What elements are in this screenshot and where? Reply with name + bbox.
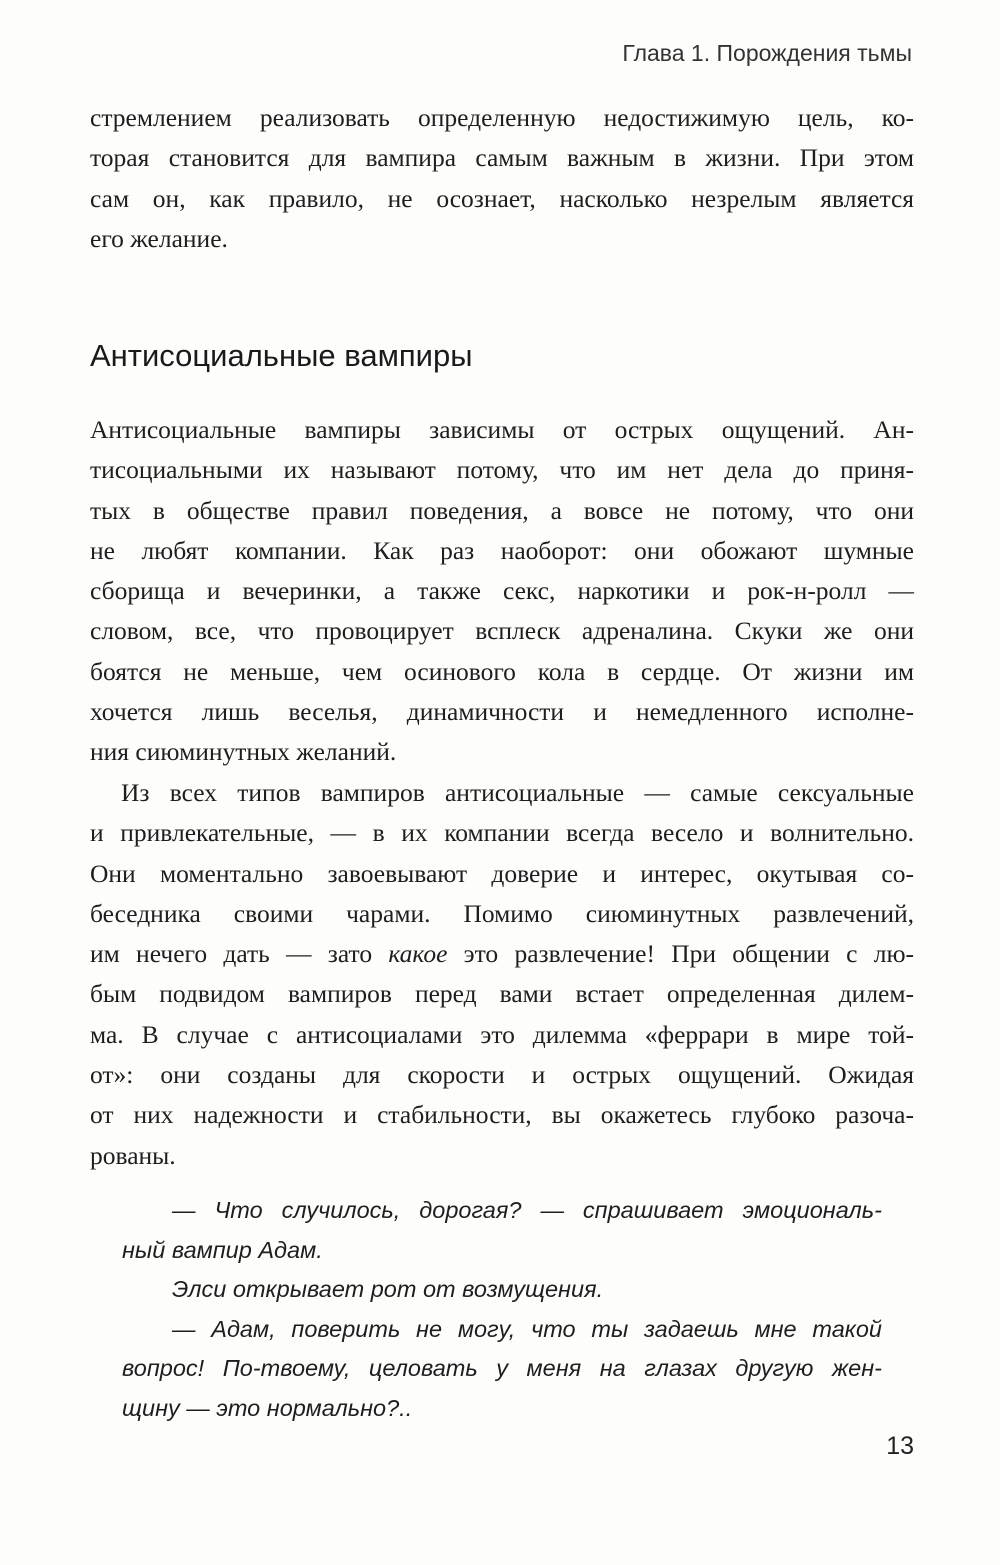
dialogue-block [122,1191,882,1428]
emphasis-word: какое [388,939,448,969]
text-line: бым подвидом вампиров перед вами встает определенная дилем- [90,979,914,1009]
text-line: тисоциальными их называют потому, что им нет дела до приня- [90,455,914,485]
text-line: не любят компании. Как раз наоборот: они обожают шумные [90,535,914,565]
text-line: хочется лишь веселья, динамичности и немедленного исполне- [90,697,914,727]
dialogue-line: ный вампир Адам. [122,1236,323,1263]
text-line: от них надежности и стабильности, вы окажетесь глубоко разоча- [90,1100,914,1130]
text-line: Из всех типов вампиров антисоциальные — самые сексуальные [121,778,914,807]
text-line: рованы. [90,1140,176,1170]
dialogue-line: — Адам, поверить не могу, что ты задаешь мне такой [172,1315,882,1342]
text-line: словом, все, что провоцирует всплеск адреналина. Скуки же они [90,616,914,646]
text-line: стремлением реализовать определенную недостижимую цель, ко- [90,103,914,132]
text-segment: это развлечение! При общении с лю- [447,939,915,969]
text-segment: им нечего дать — зато [90,939,389,969]
text-line: сам он, как правило, не осознает, насколько незрелым является [90,183,914,213]
text-line: боятся не меньше, чем осинового кола в сердце. От жизни им [90,656,914,686]
running-header: Глава 1. Порождения тьмы [622,40,912,66]
text-line: торая становится для вампира самым важным в жизни. При этом [90,143,914,173]
paragraph-1 [90,410,914,773]
text-line: и привлекательные, — в их компании всегда весело и волнительно. [90,818,914,848]
dialogue-line: Элси открывает рот от возмущения. [172,1276,604,1302]
text-line: беседника своими чарами. Помимо сиюминутных развлечений, [90,898,914,928]
dialogue-line: — Что случилось, дорогая? — спрашивает эмоциональ- [172,1197,882,1223]
intro-paragraph [90,98,914,259]
text-line: тых в обществе правил поведения, а вовсе не потому, что они [90,495,914,525]
text-line: его желание. [90,223,228,253]
section-heading: Антисоциальные вампиры [90,338,473,373]
text-line: ма. В случае с антисоциалами это дилемма «феррари в мире той- [90,1019,914,1049]
dialogue-line: вопрос! По-твоему, целовать у меня на глазах другую жен- [122,1355,882,1381]
text-line: Антисоциальные вампиры зависимы от острых ощущений. Ан- [90,415,914,444]
paragraph-2 [90,773,914,1176]
dialogue-line: щину — это нормально?.. [122,1394,413,1421]
text-line: Они моментально завоевывают доверие и интерес, окутывая со- [90,858,914,888]
text-line: ния сиюминутных желаний. [90,737,397,767]
text-line: от»: они созданы для скорости и острых ощущений. Ожидая [90,1060,914,1090]
page-number: 13 [886,1432,914,1460]
text-line: сборища и вечеринки, а также секс, наркотики и рок-н-ролл — [90,576,914,606]
text-line-with-emphasis [90,934,914,974]
